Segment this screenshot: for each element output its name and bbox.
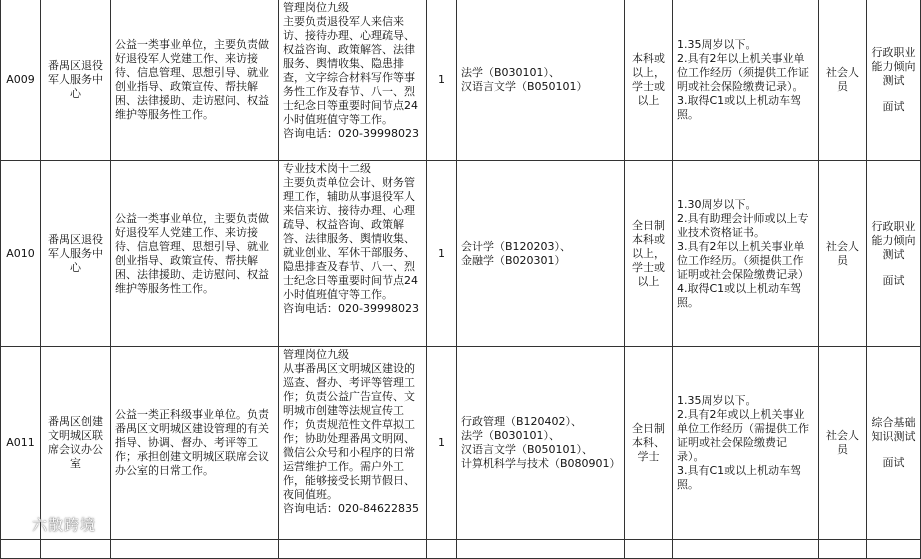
exam-method-cell-line: 行政职业能力倾向测试 — [871, 219, 916, 261]
post-description-cell-line: 咨询电话：020-39998023 — [283, 127, 419, 140]
requirements-cell — [673, 0, 819, 161]
requirements-cell-line: 2.具有2年以上机关事业单位工作经历（须提供工作证明或社会保险缴费记录）。 — [677, 52, 809, 93]
post-description-cell-line: 主要负责单位会计、财务管理工作，辅助从事退役军人来信来访、接待办理、心理疏导、权益咨询、政策解答、法律服务、舆情收集、就业创业、军休干部服务、隐患排查及春节、八一、烈士纪念日等重要时间节点24小时值班值守等工作。 — [283, 176, 418, 301]
hiring-count-cell: 1 — [427, 161, 457, 347]
unit-name-cell: 番禺区退役军人服务中心 — [41, 0, 111, 161]
major-cell — [457, 0, 625, 161]
hiring-count-cell: 1 — [427, 347, 457, 540]
table-row — [1, 540, 921, 559]
major-cell-line: 会计学（B120203）、 — [461, 239, 572, 253]
requirements-cell-line: 3.具有2年以上机关事业单位工作经历。（须提供工作证明或社会保险缴费记录） — [677, 239, 809, 281]
post-description-cell — [279, 161, 427, 347]
candidate-source-cell: 社会人员 — [819, 0, 867, 161]
exam-method-cell-line: 面试 — [882, 100, 905, 113]
empty-cell — [819, 540, 867, 559]
requirements-cell-line: 2.具有助理会计师或以上专业技术资格证书。 — [677, 211, 809, 239]
post-description-cell — [279, 347, 427, 540]
post-description-cell-line: 主要负责退役军人来信来访、接待办理、心理疏导、权益咨询、政策解答、法律服务、舆情收集、隐患排查，文字综合材料写作等事务性工作及春节、八一、烈士纪念日等重要时间节点24小时值班值守等工作。 — [283, 15, 418, 126]
empty-cell — [625, 540, 673, 559]
requirements-cell-line: 1.30周岁以下。 — [677, 197, 757, 211]
requirements-cell-line: 3.取得C1或以上机动车驾照。 — [677, 94, 802, 121]
unit-name-cell: 番禺区退役军人服务中心 — [41, 161, 111, 347]
empty-cell — [457, 540, 625, 559]
logo-icon — [8, 515, 28, 535]
empty-cell — [867, 540, 921, 559]
empty-cell — [279, 540, 427, 559]
post-description-cell-line: 咨询电话：020-39998023 — [283, 302, 419, 315]
major-cell-line: 法学（B030101）、 — [461, 66, 561, 79]
major-cell — [457, 161, 625, 347]
table-row — [1, 347, 921, 540]
empty-cell — [111, 540, 279, 559]
post-description-cell-line: 管理岗位九级 — [283, 1, 349, 14]
requirements-cell-line: 4.取得C1或以上机动车驾照。 — [677, 281, 802, 309]
table-row — [1, 0, 921, 161]
major-cell-line: 法学（B030101）、 — [461, 429, 561, 442]
education-cell: 本科或以上，学士或以上 — [625, 0, 673, 161]
major-cell-line: 计算机科学与技术（B080901） — [461, 457, 621, 470]
post-description-cell-line: 从事番禺区文明城区建设的巡查、督办、考评等管理工作；负责公益广告宣传、文明城市创建等法规宣传工作；负责规范性文件草拟工作；协助处理番禺文明网、微信公众号和小程序的日常运营维护工作。需户外工作，能够接受长期节假日、夜间值班。 — [283, 362, 415, 501]
watermark-text: 六散跨境 — [32, 516, 97, 534]
table-row — [1, 161, 921, 347]
unit-description-cell: 公益一类事业单位，主要负责做好退役军人党建工作、来访接待、信息管理、思想引导、就业创业指导、政策宣传、帮扶解困、法律援助、走访慰问、权益维护等服务性工作。 — [111, 161, 279, 347]
requirements-cell-line: 3.具有C1或以上机动车驾照。 — [677, 464, 802, 491]
requirements-cell — [673, 161, 819, 347]
exam-method-cell — [867, 0, 921, 161]
hiring-count-cell: 1 — [427, 0, 457, 161]
candidate-source-cell: 社会人员 — [819, 161, 867, 347]
candidate-source-cell: 社会人员 — [819, 347, 867, 540]
major-cell-line: 金融学（B020301） — [461, 253, 566, 267]
major-cell — [457, 347, 625, 540]
position-code-cell: A009 — [1, 0, 41, 161]
exam-method-cell — [867, 347, 921, 540]
education-cell: 全日制本科、学士 — [625, 347, 673, 540]
post-description-cell-line: 管理岗位九级 — [283, 348, 349, 361]
exam-method-cell-line: 面试 — [882, 456, 905, 469]
exam-method-cell-line: 面试 — [882, 273, 905, 287]
position-code-cell: A010 — [1, 161, 41, 347]
education-cell: 全日制本科或以上，学士或以上 — [625, 161, 673, 347]
exam-method-cell — [867, 161, 921, 347]
unit-description-cell: 公益一类正科级事业单位。负责番禺区文明城区建设管理的有关指导、协调、督办、考评等工作；承担创建文明城区联席会议办公室的日常工作。 — [111, 347, 279, 540]
unit-name-cell: 番禺区创建文明城区联席会议办公室 — [41, 347, 111, 540]
empty-cell — [1, 540, 41, 559]
exam-method-cell-line: 综合基础知识测试 — [871, 416, 916, 443]
requirements-cell-line: 2.具有2年或以上机关事业单位工作经历（需提供工作证明或社会保险缴费记录）。 — [677, 408, 809, 463]
post-description-cell-line: 专业技术岗十二级 — [283, 162, 371, 175]
requirements-cell-line: 1.35周岁以下。 — [677, 394, 757, 407]
requirements-cell-line: 1.35周岁以下。 — [677, 38, 757, 51]
major-cell-line: 汉语言文学（B050101） — [461, 80, 588, 93]
post-description-cell-line: 咨询电话：020-84622835 — [283, 502, 419, 515]
unit-description-cell: 公益一类事业单位，主要负责做好退役军人党建工作、来访接待、信息管理、思想引导、就业创业指导、政策宣传、帮扶解困、法律援助、走访慰问、权益维护等服务性工作。 — [111, 0, 279, 161]
exam-method-cell-line: 行政职业能力倾向测试 — [871, 46, 916, 87]
position-code-cell: A011 — [1, 347, 41, 540]
empty-cell — [41, 540, 111, 559]
watermark — [8, 514, 96, 535]
major-cell-line: 行政管理（B120402）、 — [461, 415, 583, 428]
empty-cell — [427, 540, 457, 559]
requirements-cell — [673, 347, 819, 540]
major-cell-line: 汉语言文学（B050101）、 — [461, 443, 594, 456]
post-description-cell — [279, 0, 427, 161]
empty-cell — [673, 540, 819, 559]
